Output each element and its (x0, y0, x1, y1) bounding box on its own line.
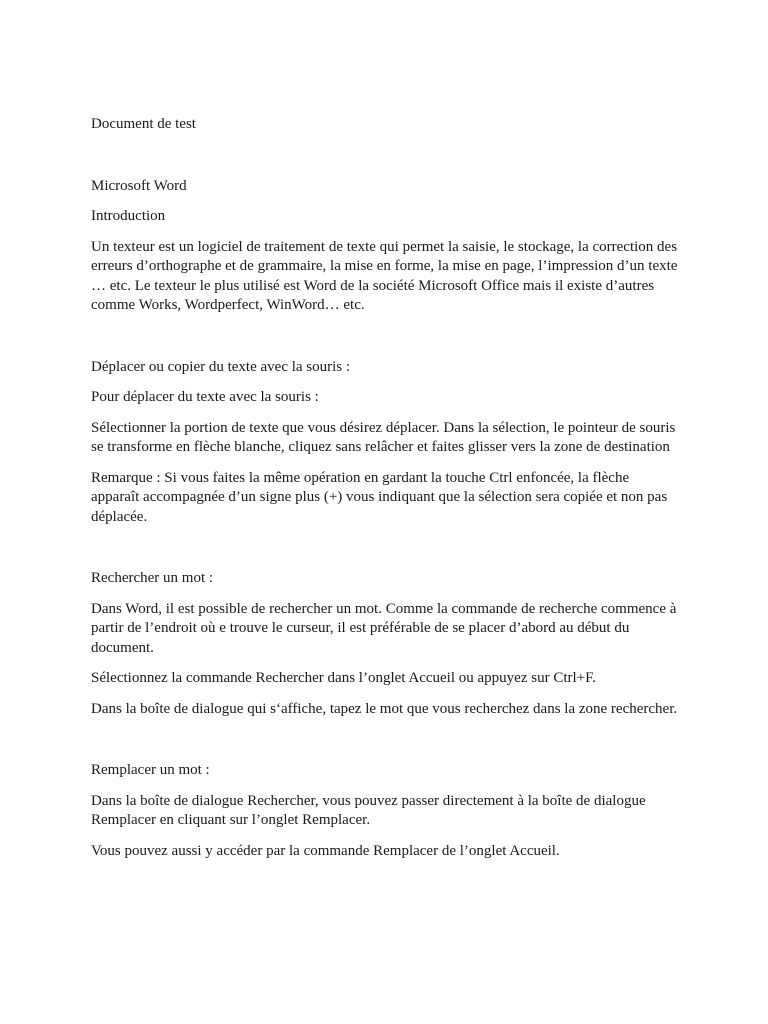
spacer (91, 730, 681, 761)
document-heading: Microsoft Word (91, 177, 187, 194)
intro-paragraph: Un texteur est un logiciel de traitement de texte qui permet la saisie, le stockage, la correction des erreurs d’orthographe et de grammaire, la mise en forme, la mise en page, l’impression d’un texte … etc. Le texteur le plus utilisé est Word de la société Microsoft Office mais il existe d’autres comme Works, Wordperfect, WinWord… etc. (91, 238, 678, 313)
introduction-label: Introduction (91, 208, 166, 224)
section-search-heading: Rechercher un mot : (91, 570, 214, 586)
section-move-heading: Déplacer ou copier du texte avec la souris : (91, 358, 351, 375)
section-move-remark: Remarque : Si vous faites la même opération en gardant la touche Ctrl enfoncée, la flèche apparaît accompagnée d’un signe plus (+) vous indiquant que la sélection sera copiée et non pas déplacée. (91, 469, 668, 525)
document-title: Document de test (91, 116, 196, 132)
spacer (91, 327, 681, 358)
section-search-paragraph-2: Sélectionnez la commande Rechercher dans l’onglet Accueil ou appuyez sur Ctrl+F. (91, 670, 597, 686)
document-page (91, 115, 681, 872)
section-search-paragraph-1: Dans Word, il est possible de rechercher un mot. Comme la commande de recherche commence à partir de l’endroit où e trouve le curseur, il est préférable de se placer d’abord au début du document. (91, 600, 677, 656)
section-move-subheading: Pour déplacer du texte avec la souris : (91, 389, 319, 405)
spacer (91, 538, 681, 569)
section-replace-paragraph-2: Vous pouvez aussi y accéder par la commande Remplacer de l’onglet Accueil. (91, 842, 560, 859)
section-replace-paragraph-1: Dans la boîte de dialogue Rechercher, vous pouvez passer directement à la boîte de dialogue Remplacer en cliquant sur l’onglet Remplacer. (91, 792, 646, 828)
section-search-paragraph-3: Dans la boîte de dialogue qui s‘affiche, tapez le mot que vous recherchez dans la zone rechercher. (91, 700, 678, 717)
spacer (91, 146, 681, 177)
section-replace-heading: Remplacer un mot : (91, 762, 210, 778)
section-move-paragraph: Sélectionner la portion de texte que vous désirez déplacer. Dans la sélection, le pointeur de souris se transforme en flèche blanche, cliquez sans relâcher et faites glisser vers la zone de destination (91, 419, 676, 455)
